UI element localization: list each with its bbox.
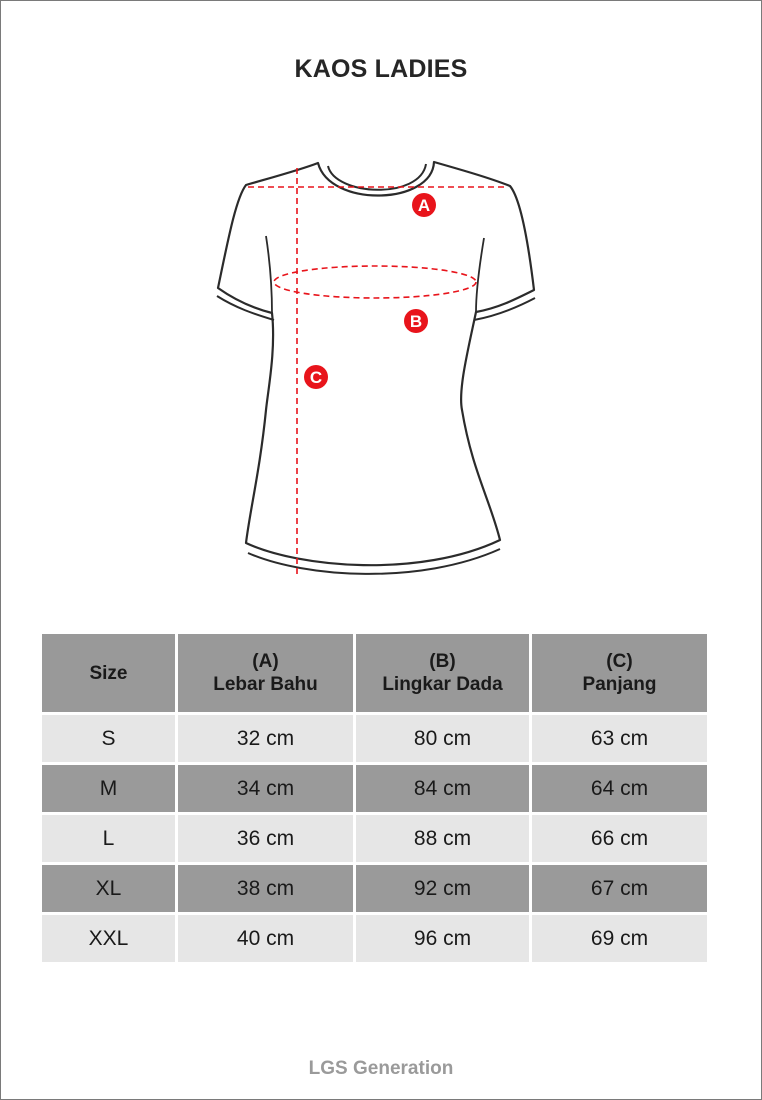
cell-size: M [42, 765, 175, 812]
header-b-label: Lingkar Dada [382, 674, 503, 695]
cell-lingkar-dada: 84 cm [356, 765, 529, 812]
marker-a-label: A [417, 196, 431, 215]
cell-lebar-bahu: 38 cm [178, 865, 353, 912]
cell-lebar-bahu: 34 cm [178, 765, 353, 812]
footer-brand: LGS Generation [308, 1058, 454, 1079]
table-row [42, 715, 707, 762]
header-size [42, 634, 175, 712]
header-a-label: Lebar Bahu [213, 674, 318, 695]
table-row [42, 865, 707, 912]
cell-panjang: 69 cm [532, 915, 707, 962]
size-chart-table [39, 631, 710, 965]
cell-lingkar-dada: 88 cm [356, 815, 529, 862]
header-a-code: (A) [252, 651, 279, 672]
header-c-label: Panjang [582, 674, 657, 695]
cell-panjang: 64 cm [532, 765, 707, 812]
table-row [42, 915, 707, 962]
cell-lingkar-dada: 96 cm [356, 915, 529, 962]
cell-lingkar-dada: 92 cm [356, 865, 529, 912]
table-header-row [42, 634, 707, 712]
marker-b [404, 309, 428, 333]
cell-panjang: 66 cm [532, 815, 707, 862]
header-panjang [532, 634, 707, 712]
page-title: KAOS LADIES [294, 55, 468, 83]
neckline-inner [328, 164, 426, 190]
cell-lingkar-dada: 80 cm [356, 715, 529, 762]
marker-c [304, 365, 328, 389]
cell-lebar-bahu: 36 cm [178, 815, 353, 862]
cell-size: XXL [42, 915, 175, 962]
cell-size: S [42, 715, 175, 762]
cell-lebar-bahu: 32 cm [178, 715, 353, 762]
header-lebar-bahu [178, 634, 353, 712]
cell-lebar-bahu: 40 cm [178, 915, 353, 962]
marker-b-label: B [409, 312, 423, 331]
tshirt-outline [218, 162, 534, 565]
table-row [42, 815, 707, 862]
cell-panjang: 67 cm [532, 865, 707, 912]
tshirt-diagram [200, 150, 560, 590]
header-c-code: (C) [606, 651, 633, 672]
header-lingkar-dada [356, 634, 529, 712]
cell-panjang: 63 cm [532, 715, 707, 762]
table-row [42, 765, 707, 812]
header-b-code: (B) [429, 651, 456, 672]
marker-a [412, 193, 436, 217]
cell-size: XL [42, 865, 175, 912]
marker-c-label: C [309, 368, 323, 387]
header-size-label: Size [89, 662, 128, 684]
cell-size: L [42, 815, 175, 862]
